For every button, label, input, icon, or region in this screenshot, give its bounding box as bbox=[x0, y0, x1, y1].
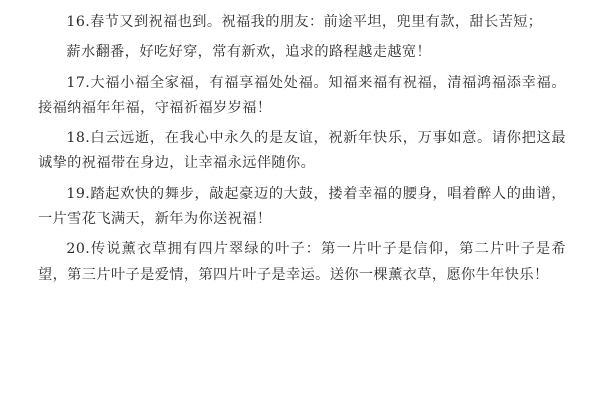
paragraph-16-continued: 薪水翻番，好吃好穿，常有新欢，追求的路程越走越宽！ bbox=[66, 44, 432, 61]
paragraph-19: 19.踏起欢快的舞步，敲起豪迈的大鼓，搂着幸福的腰身，唱着醉人的曲谱，一片雪花飞满天，新年为你送祝福！ bbox=[38, 185, 566, 227]
paragraph-18: 18.白云远逝，在我心中永久的是友谊，祝新年快乐，万事如意。请你把这最诚挚的祝福带在身边，让幸福永远伴随你。 bbox=[38, 130, 566, 172]
paragraph-20: 20.传说薰衣草拥有四片翠绿的叶子：第一片叶子是信仰，第二片叶子是希望，第三片叶子是爱情，第四片叶子是幸运。送你一棵薰衣草，愿你牛年快乐！ bbox=[38, 241, 566, 283]
paragraph-17: 17.大福小福全家福，有福享福处处福。知福来福有祝福，清福鸿福添幸福。接福纳福年年福，守福祈福岁岁福！ bbox=[38, 74, 566, 116]
paragraph-16: 16.春节又到祝福也到。祝福我的朋友：前途平坦，兜里有款，甜长苦短； bbox=[66, 14, 543, 30]
